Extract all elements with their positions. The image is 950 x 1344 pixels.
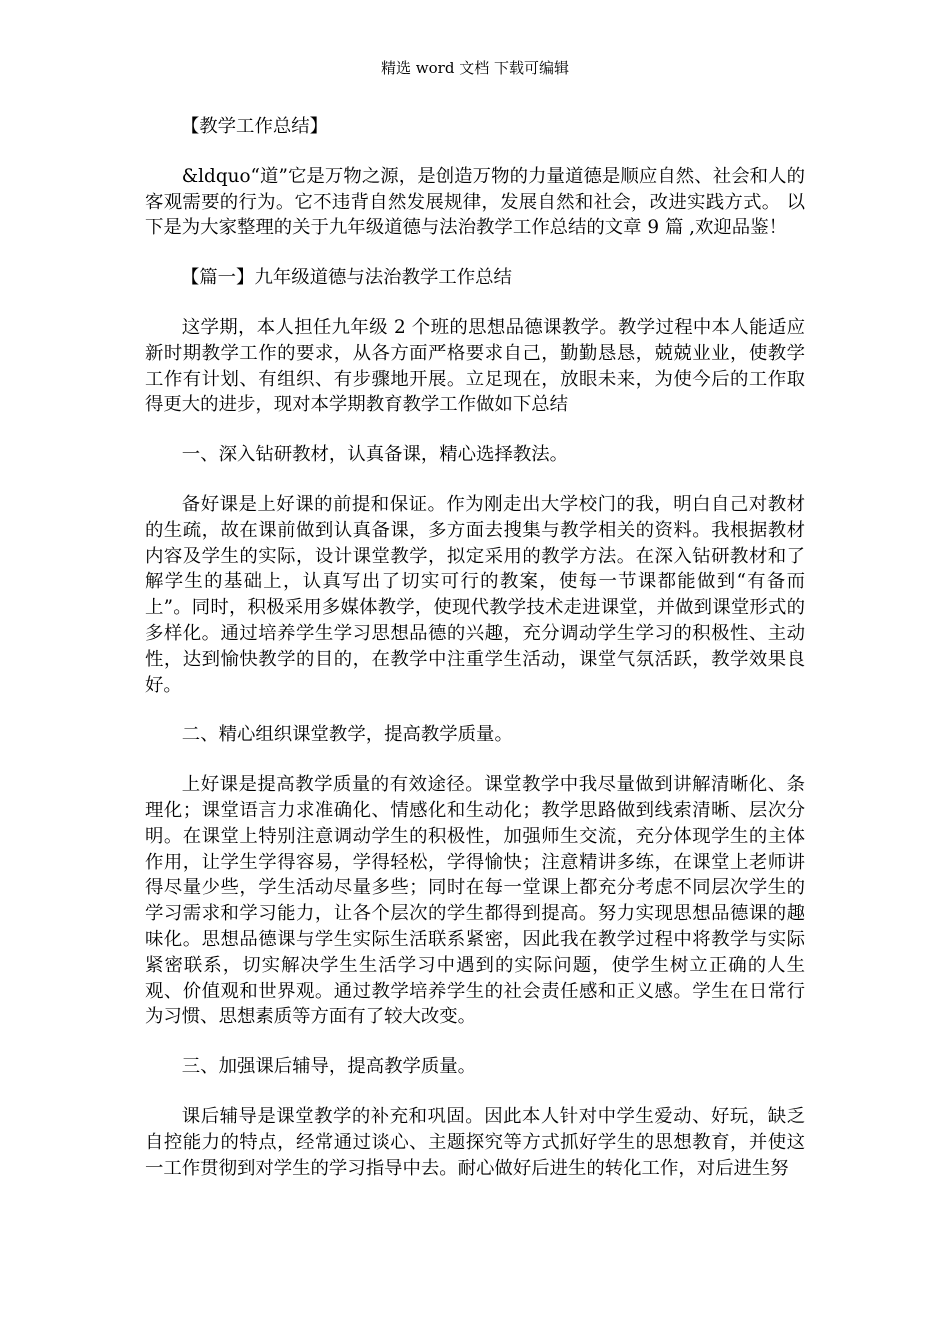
subheading: 二、精心组织课堂教学，提高教学质量。	[181, 724, 513, 746]
intro-paragraph: &ldquo“道”它是万物之源，是创造万物的力量道德是顺应自然、社会和人的客观需要的行为。它不违背自然发展规律，发展自然和社会，改进实践方式。 以下是为大家整理的关于九年级道德与法治教学工作总结的文章 9 篇 ,欢迎品鉴！	[145, 165, 805, 239]
section-title: 【篇一】九年级道德与法治教学工作总结	[180, 267, 512, 289]
body-paragraph: 备好课是上好课的前提和保证。作为刚走出大学校门的我，明白自己对教材的生疏，故在课前做到认真备课，多方面去搜集与教学相关的资料。我根据教材内容及学生的实际，设计课堂教学，拟定采用的教学方法。在深入钻研教材和了解学生的基础上，认真写出了切实可行的教案，使每一节课都能做到“有备而上”。同时，积极采用多媒体教学，使现代教学技术走进课堂，并做到课堂形式的多样化。通过培养学生学习思想品德的兴趣，充分调动学生学习的积极性、主动性，达到愉快教学的目的，在教学中注重学生活动，课堂气氛活跃，教学效果良好。	[145, 493, 805, 696]
body-paragraph: 这学期，本人担任九年级 2 个班的思想品德课教学。教学过程中本人能适应新时期教学工作的要求，从各方面严格要求自己，勤勤恳恳，兢兢业业，使教学工作有计划、有组织、有步骤地开展。立足现在，放眼未来，为使今后的工作取得更大的进步，现对本学期教育教学工作做如下总结	[145, 316, 805, 416]
document-body	[145, 114, 805, 1205]
document-title: 【教学工作总结】	[180, 116, 329, 137]
body-paragraph: 课后辅导是课堂教学的补充和巩固。因此本人针对中学生爱动、好玩，缺乏自控能力的特点，经常通过谈心、主题探究等方式抓好学生的思想教育，并使这一工作贯彻到对学生的学习指导中去。耐心做好后进生的转化工作，对后进生努	[145, 1105, 805, 1179]
subheading: 一、深入钻研教材，认真备课，精心选择教法。	[181, 444, 569, 466]
subheading: 三、加强课后辅导，提高教学质量。	[181, 1056, 477, 1078]
body-paragraph: 上好课是提高教学质量的有效途径。课堂教学中我尽量做到讲解清晰化、条理化；课堂语言力求准确化、情感化和生动化；教学思路做到线索清晰、层次分明。在课堂上特别注意调动学生的积极性，加强师生交流，充分体现学生的主体作用，让学生学得容易，学得轻松，学得愉快；注意精讲多练，在课堂上老师讲得尽量少些，学生活动尽量多些；同时在每一堂课上都充分考虑不同层次学生的学习需求和学习能力，让各个层次的学生都得到提高。努力实现思想品德课的趣味化。思想品德课与学生实际生活联系紧密，因此我在教学过程中将教学与实际紧密联系，切实解决学生生活学习中遇到的实际问题，使学生树立正确的人生观、价值观和世界观。通过教学培养学生的社会责任感和正义感。学生在日常行为习惯、思想素质等方面有了较大改变。	[145, 774, 805, 1028]
page-header: 精选 word 文档 下载可编辑	[381, 59, 569, 77]
